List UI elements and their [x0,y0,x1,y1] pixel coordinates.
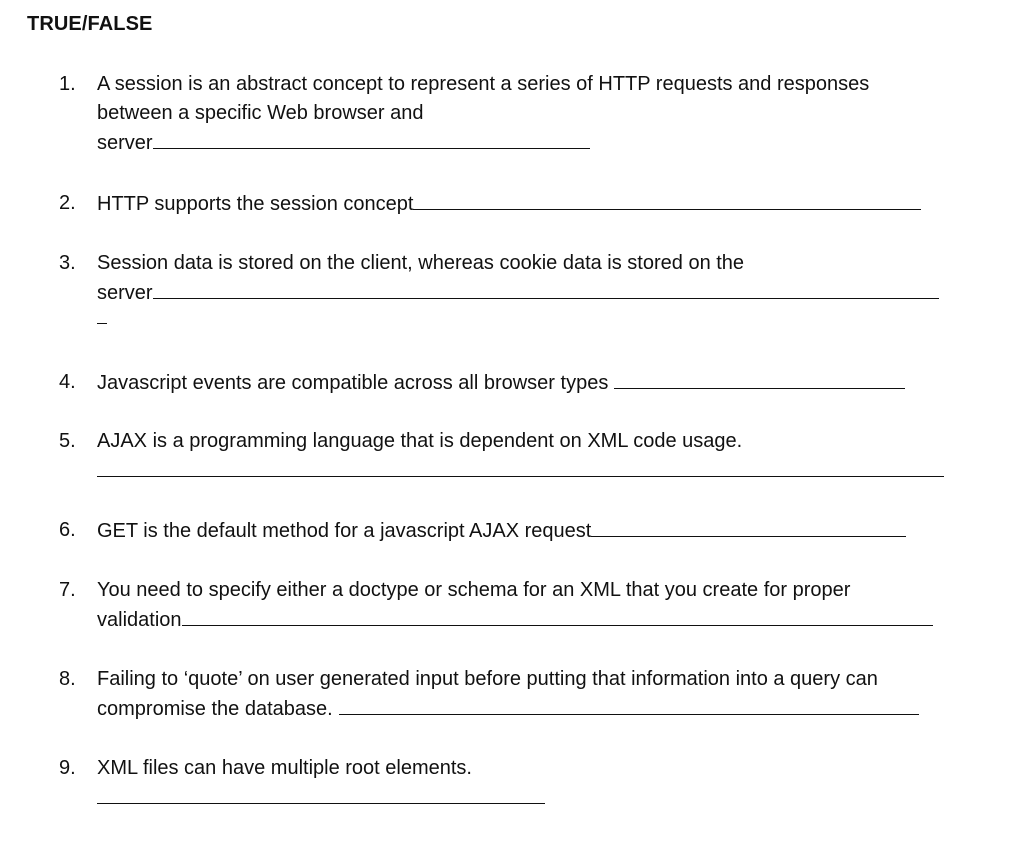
question-number: 9. [59,757,76,779]
answer-blank[interactable] [591,516,906,537]
question-number: 6. [59,519,76,541]
question-number: 3. [59,252,76,274]
question-line: Session data is stored on the client, whereas cookie data is stored on the [97,252,745,274]
answer-blank[interactable] [97,456,944,477]
question-text [97,368,967,397]
answer-blank-continuation[interactable] [97,307,107,324]
question-line: GET is the default method for a javascript AJAX request [97,520,592,542]
question-line: Failing to ‘quote’ on user generated input before putting that information into a query can [97,668,878,690]
question-text [97,516,967,545]
question-text [97,249,967,336]
question-number: 7. [59,579,76,601]
question-line: server [97,132,153,154]
question-line: between a specific Web browser and [97,102,424,124]
question-number: 2. [59,192,76,214]
question-line: compromise the database. [97,698,333,720]
answer-blank[interactable] [182,605,933,626]
question-text [97,665,967,723]
question-line: validation [97,609,182,631]
question-number: 5. [59,430,76,452]
answer-blank[interactable] [153,278,939,299]
question-line: AJAX is a programming language that is dependent on XML code usage. [97,430,743,452]
question-line: XML files can have multiple root elements. [97,757,472,779]
question-text [97,754,967,812]
answer-blank[interactable] [97,783,545,804]
question-line: server [97,282,153,304]
question-number: 4. [59,371,76,393]
answer-blank[interactable] [153,128,590,149]
question-text [97,189,967,218]
question-text [97,70,967,157]
answer-blank[interactable] [614,368,905,389]
question-number: 1. [59,73,76,95]
question-line: Javascript events are compatible across all browser types [97,372,609,394]
question-line: A session is an abstract concept to represent a series of HTTP requests and responses [97,73,870,95]
question-line: HTTP supports the session concept [97,193,414,215]
question-text [97,427,967,485]
answer-blank[interactable] [339,694,919,715]
question-line: You need to specify either a doctype or schema for an XML that you create for proper [97,579,851,601]
section-heading: TRUE/FALSE [27,13,153,35]
question-number: 8. [59,668,76,690]
question-text [97,576,967,634]
answer-blank[interactable] [413,189,921,210]
